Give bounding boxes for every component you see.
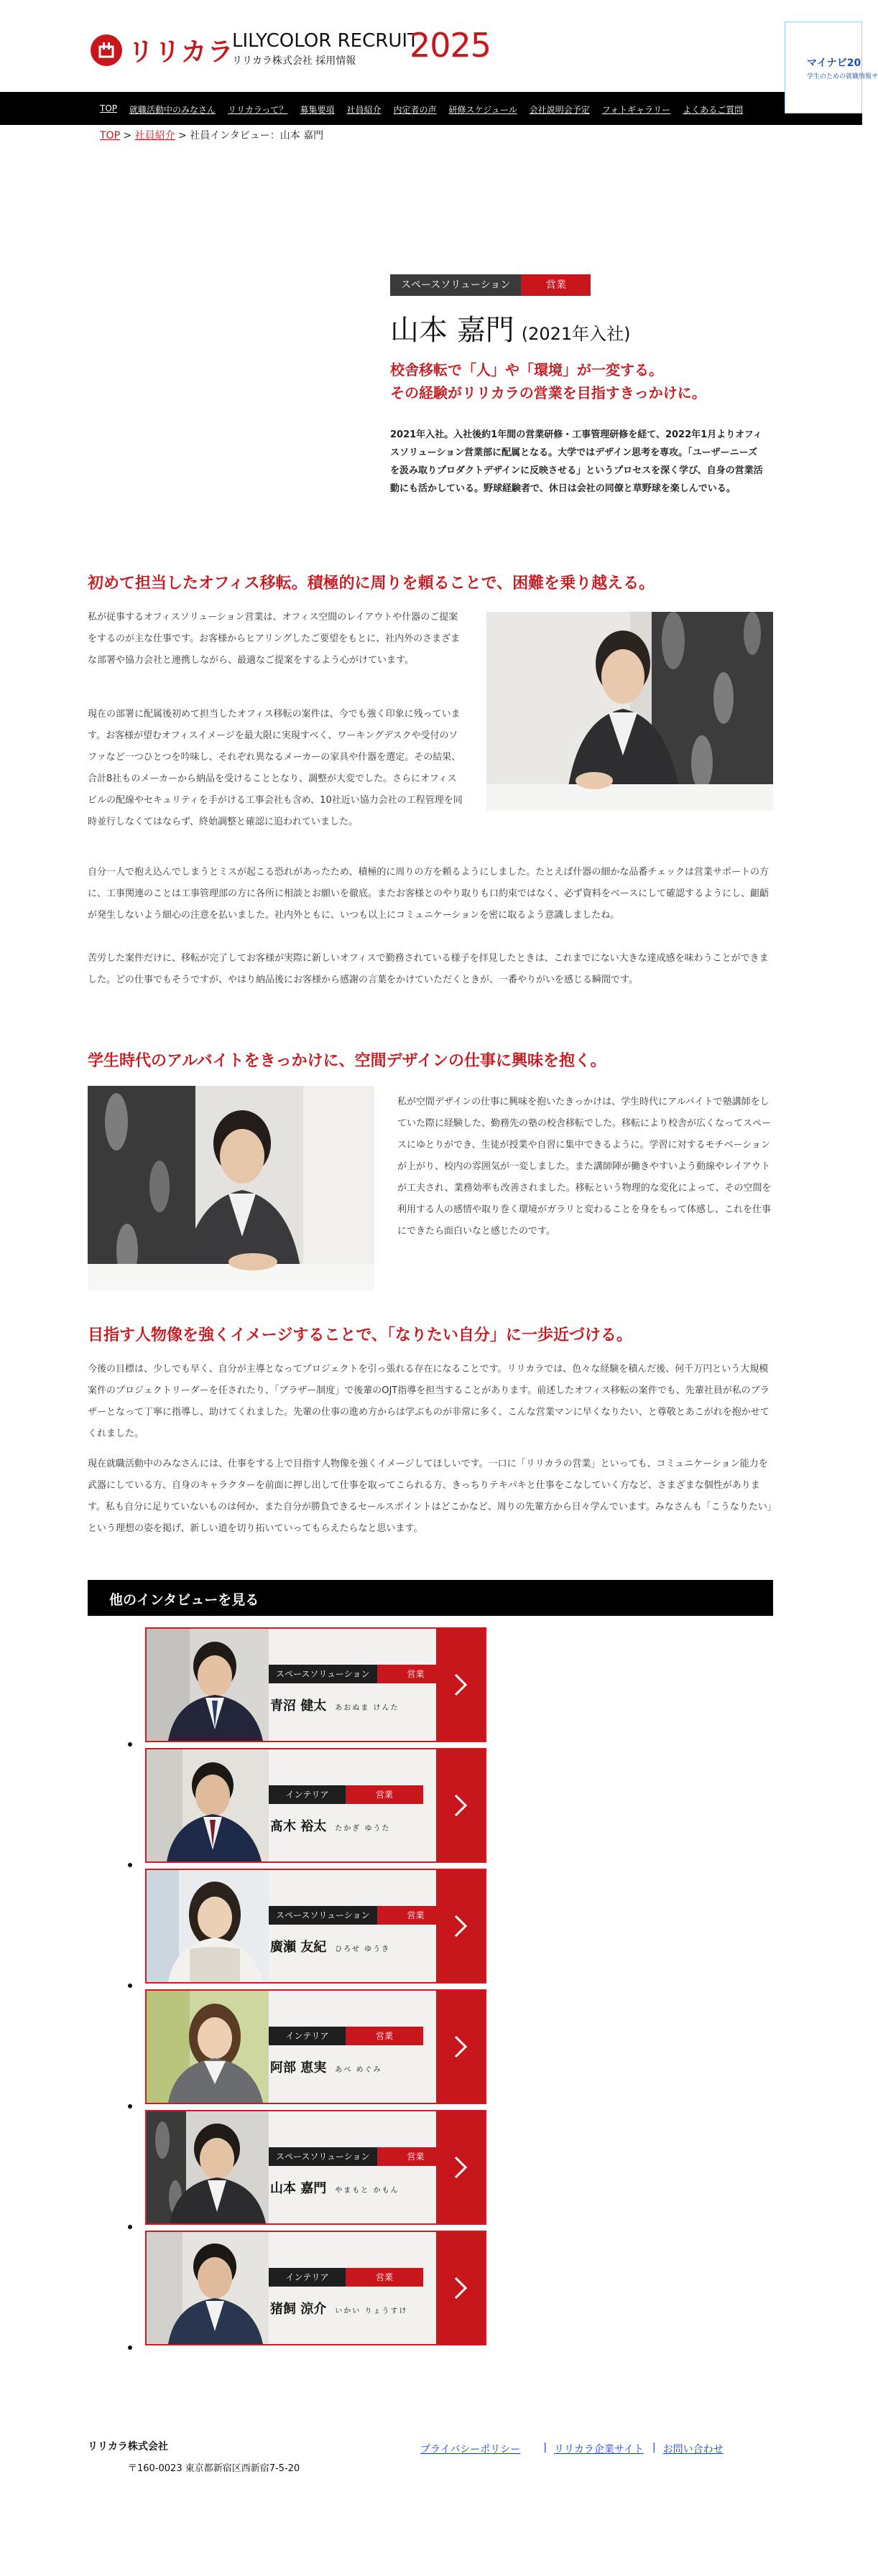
- section-1-heading: 初めて担当したオフィス移転。積極的に周りを頼ることで、困難を乗り越える。: [88, 575, 655, 592]
- nav-items: [100, 103, 755, 116]
- nav-item-about[interactable]: リリカラって？: [228, 105, 288, 115]
- footer-separator: |: [652, 2442, 656, 2453]
- card-portrait: [147, 1870, 269, 1982]
- section-3-paragraph-2: 現在就職活動中のみなさんには、仕事をする上で目指す人物像を強くイメージしてほしいです。一口に「リリカラの営業」といっても、コミュニケーション能力を武器にしている方、自身のキャラクターを前面に押し出して仕事を取ってこられる方、きっちりテキパキと仕事をこなしていく方など、さまざまな個性があります。私も自分に足りていないものは何か、また自分が勝負できるセールスポイントはどこかなど、周りの先輩方から日々学んでいます。みなさんも「こうなりたい」という理想の姿を掲げ、新しい道を切り拓いていってもらえたらなと思います。: [88, 1459, 772, 1534]
- privacy-policy-link[interactable]: プライバシーポリシー: [420, 2444, 521, 2455]
- recruit-heading: [232, 30, 419, 68]
- breadcrumb-current: 社員インタビュー：山本 嘉門: [190, 130, 324, 141]
- contact-link[interactable]: お問い合わせ: [662, 2444, 724, 2455]
- card-name-row: [270, 1937, 390, 1956]
- section-1-paragraph-3: 自分一人で抱え込んでしまうとミスが起こる恐れがあったため、積極的に周りの方を頼るようにしました。たとえば什器の細かな品番チェックは営業サポートの方に、工事関連のことは工事管理部の方に各所に相談とお願いを徹底。またお客様とのやり取りも口約束ではなく、必ず資料をベースにして確認するようにし、齟齬が発生しないよう細心の注意を払いました。社内外ともに、いつも以上にコミュニケーションを密に取るよう意識しましたね。: [88, 867, 770, 921]
- card-tags: [269, 1906, 455, 1925]
- global-nav: [0, 92, 862, 125]
- chevron-right-icon[interactable]: [436, 1870, 485, 1982]
- card-department: スペースソリューション: [269, 1665, 377, 1683]
- card-role: 営業: [346, 1785, 423, 1804]
- nav-item-gallery[interactable]: フォトギャラリー: [601, 105, 671, 115]
- card-portrait: [147, 2232, 269, 2344]
- card-name: 猪飼 涼介: [270, 2302, 327, 2317]
- logo-wordmark: リリカラ: [128, 37, 234, 67]
- section-2-paragraph-1: 私が空間デザインの仕事に興味を抱いたきっかけは、学生時代にアルバイトで塾講師をしていた際に経験した、勤務先の塾の校舎移転でした。移転により校舎が広くなってスペースにゆとりができ、生徒が授業や自習に集中できるように。学習に対するモチベーションが上がり、校内の雰囲気が一変しました。また講師陣が働きやすいよう動線やレイアウトが工夫され、業務効率も改善されました。移転という物理的な変化によって、その空間を利用する人の感情や取り巻く環境がガラリと変わることを身をもって体感し、これを仕事にできたら面白いなと感じたのです。: [397, 1097, 772, 1237]
- profile-summary: 2021年入社。入社後約1年間の営業研修・工事管理研修を経て、2022年1月よりオフィスソリューション営業部に配属となる。大学ではデザイン思考を専攻。「ユーザーニーズを汲み取りプロダクトデザインに反映させる」というプロセスを深く学び、自身の営業活動にも活かしている。野球経験者で、休日は会社の同僚と草野球を楽しんでいる。: [390, 429, 763, 494]
- interview-photo-1: [486, 612, 773, 811]
- role-tag: 営業: [521, 274, 591, 296]
- interview-card[interactable]: [145, 2110, 486, 2225]
- card-portrait: [147, 1991, 269, 2103]
- card-role: 営業: [377, 1665, 455, 1683]
- card-department: インテリア: [269, 2027, 346, 2045]
- card-name-kana: たかぎ ゆうた: [335, 1825, 391, 1833]
- catch-copy: [390, 358, 766, 404]
- site-header: [0, 0, 878, 92]
- interview-photo-2: [88, 1086, 374, 1291]
- chevron-right-icon[interactable]: [436, 1991, 485, 2103]
- other-interviews-header: [88, 1580, 773, 1616]
- other-interviews-title: 他のインタビューを見る: [109, 1592, 259, 1608]
- recruit-year: 2025: [410, 26, 491, 65]
- card-portrait: [147, 1629, 269, 1741]
- company-logo[interactable]: [91, 32, 234, 68]
- chevron-right-icon[interactable]: [436, 2111, 485, 2223]
- chevron-right-icon[interactable]: [436, 2232, 485, 2344]
- card-role: 営業: [377, 1906, 455, 1925]
- card-tags: [269, 2268, 423, 2287]
- nav-item-top[interactable]: TOP: [100, 103, 118, 113]
- section-1-paragraph-1: 私が従事するオフィスソリューション営業は、オフィス空間のレイアウトや什器のご提案をするのが主な仕事です。お客様からヒアリングしたご要望をもとに、社内外のさまざまな部署や協力会社と連携しながら、最適なご提案をするよう心がけています。: [88, 612, 461, 666]
- list-bullet: [128, 1742, 132, 1747]
- interview-card[interactable]: [145, 1869, 486, 1984]
- interview-card[interactable]: [145, 1627, 486, 1742]
- footer-company-name: リリカラ株式会社: [88, 2441, 168, 2452]
- footer-address: 〒160-0023 東京都新宿区西新宿7-5-20: [128, 2463, 300, 2474]
- section-3-paragraph-1: 今後の目標は、少しでも早く、自分が主導となってプロジェクトを引っ張れる存在になることです。リリカラでは、色々な経験を積んだ後、何千万円という大規模案件のプロジェクトリーダーを任されたり、「ブラザー制度」で後輩のOJT指導を担当することがあります。前述したオフィス移転の案件でも、先輩社員が私のブラザーとなって丁寧に指導し、助けてくれました。先輩の仕事の進め方からは学ぶものが非常に多く、こんな営業マンに早くなりたい、と尊敬とあこがれを抱かせてくれました。: [88, 1364, 770, 1439]
- department-tag: スペースソリューション: [390, 274, 521, 296]
- join-year: (2021年入社): [521, 324, 631, 344]
- card-tags: [269, 1665, 455, 1683]
- card-name-row: [270, 1816, 390, 1835]
- section-1-paragraph-2: 現在の部署に配属後初めて担当したオフィス移転の案件は、今でも強く印象に残っています。お客様が望むオフィスイメージを最大限に実現すべく、ワーキングデスクや受付のソファなど一つひとつを吟味し、それぞれ異なるメーカーの家具や什器を選定。その結果、合計8社ものメーカーから納品を受けることとなり、調整が大変でした。さらにオフィスビルの配線やセキュリティを手がける工事会社も含め、10社近い協力会社の工程管理を同時並行しなくてはならず、終始調整と確認に追われていました。: [88, 709, 463, 827]
- profile-tags: [390, 274, 766, 296]
- recruit-subtitle: リリカラ株式会社 採用情報: [232, 55, 356, 67]
- mynavi-subtitle: 学生のための就職情報サ: [807, 73, 878, 80]
- list-bullet: [128, 2345, 132, 2350]
- nav-item-staff[interactable]: 社員紹介: [346, 105, 382, 115]
- card-name-kana: やまもと かもん: [335, 2187, 399, 2195]
- footer-links: [420, 2442, 724, 2456]
- site-footer: [0, 2435, 862, 2576]
- nav-item-students[interactable]: 就職活動中のみなさん: [129, 105, 216, 115]
- card-name: 青沼 健太: [270, 1698, 327, 1714]
- interview-card[interactable]: [145, 1748, 486, 1863]
- card-portrait: [147, 2111, 269, 2223]
- nav-item-seminar[interactable]: 会社説明会予定: [529, 105, 590, 115]
- recruit-title: LILYCOLOR RECRUIT: [232, 30, 419, 52]
- card-name: 髙木 裕太: [270, 1819, 327, 1834]
- card-department: スペースソリューション: [269, 1906, 377, 1925]
- list-bullet: [128, 2104, 132, 2108]
- card-tags: [269, 2147, 455, 2166]
- nav-item-faq[interactable]: よくあるご質問: [683, 105, 744, 115]
- interview-card[interactable]: [145, 1989, 486, 2104]
- card-portrait: [147, 1749, 269, 1861]
- breadcrumb-separator: >: [175, 130, 190, 141]
- card-role: 営業: [346, 2268, 423, 2287]
- card-role: 営業: [377, 2147, 455, 2166]
- list-bullet: [128, 1863, 132, 1867]
- interview-card[interactable]: [145, 2231, 486, 2345]
- card-department: インテリア: [269, 2268, 346, 2287]
- section-1-paragraph-4: 苦労した案件だけに、移転が完了してお客様が実際に新しいオフィスで勤務されている様子を拝見したときは、これまでにない大きな達成感を味わうことができました。どの仕事でもそうですが、やはり納品後にお客様から感謝の言葉をかけていただくときが、一番やりがいを感じる瞬間です。: [88, 953, 769, 985]
- catch-line-1: 校舎移転で「人」や「環境」が一変する。: [390, 361, 663, 378]
- card-name-row: [270, 2057, 382, 2076]
- card-role: 営業: [346, 2027, 423, 2045]
- lily-logo-icon: [91, 34, 122, 66]
- person-name: 山本 嘉門: [390, 314, 514, 347]
- section-2-heading: 学生時代のアルバイトをきっかけに、空間デザインの仕事に興味を抱く。: [88, 1052, 606, 1070]
- card-name-row: [270, 2178, 399, 2197]
- breadcrumb: [100, 128, 323, 142]
- card-tags: [269, 1785, 423, 1804]
- card-name-kana: あべ めぐみ: [335, 2066, 382, 2074]
- name-row: [390, 307, 766, 348]
- mynavi-logo: マイナビ20: [807, 57, 861, 69]
- list-bullet: [128, 1984, 132, 1988]
- list-bullet: [128, 2225, 132, 2229]
- corporate-site-link[interactable]: リリカラ企業サイト: [554, 2444, 644, 2455]
- nav-item-offer-voices[interactable]: 内定者の声: [393, 105, 437, 115]
- mynavi-banner[interactable]: [785, 22, 878, 113]
- card-department: スペースソリューション: [269, 2147, 377, 2166]
- card-name-kana: あおぬま けんた: [335, 1704, 399, 1712]
- chevron-right-icon[interactable]: [436, 1749, 485, 1861]
- footer-separator: |: [543, 2442, 547, 2453]
- card-name-kana: いかい りょうすけ: [335, 2307, 408, 2315]
- nav-item-requirements[interactable]: 募集要項: [300, 105, 335, 115]
- card-name-row: [270, 2299, 407, 2317]
- breadcrumb-top[interactable]: TOP: [100, 130, 121, 141]
- card-name-kana: ひろせ ゆうき: [335, 1945, 391, 1953]
- section-3-heading: 目指す人物像を強くイメージすることで、「なりたい自分」に一歩近づける。: [88, 1326, 632, 1344]
- card-department: インテリア: [269, 1785, 346, 1804]
- card-name-row: [270, 1696, 399, 1714]
- nav-item-training[interactable]: 研修スケジュール: [448, 105, 517, 115]
- profile-block: [390, 274, 766, 498]
- breadcrumb-staff[interactable]: 社員紹介: [134, 130, 175, 141]
- breadcrumb-separator: >: [120, 130, 135, 141]
- chevron-right-icon[interactable]: [436, 1629, 485, 1741]
- catch-line-2: その経験がリリカラの営業を目指すきっかけに。: [390, 384, 706, 401]
- card-name: 阿部 恵実: [270, 2060, 327, 2075]
- card-name: 廣瀬 友紀: [270, 1940, 327, 1955]
- card-tags: [269, 2027, 423, 2045]
- card-name: 山本 嘉門: [270, 2181, 327, 2196]
